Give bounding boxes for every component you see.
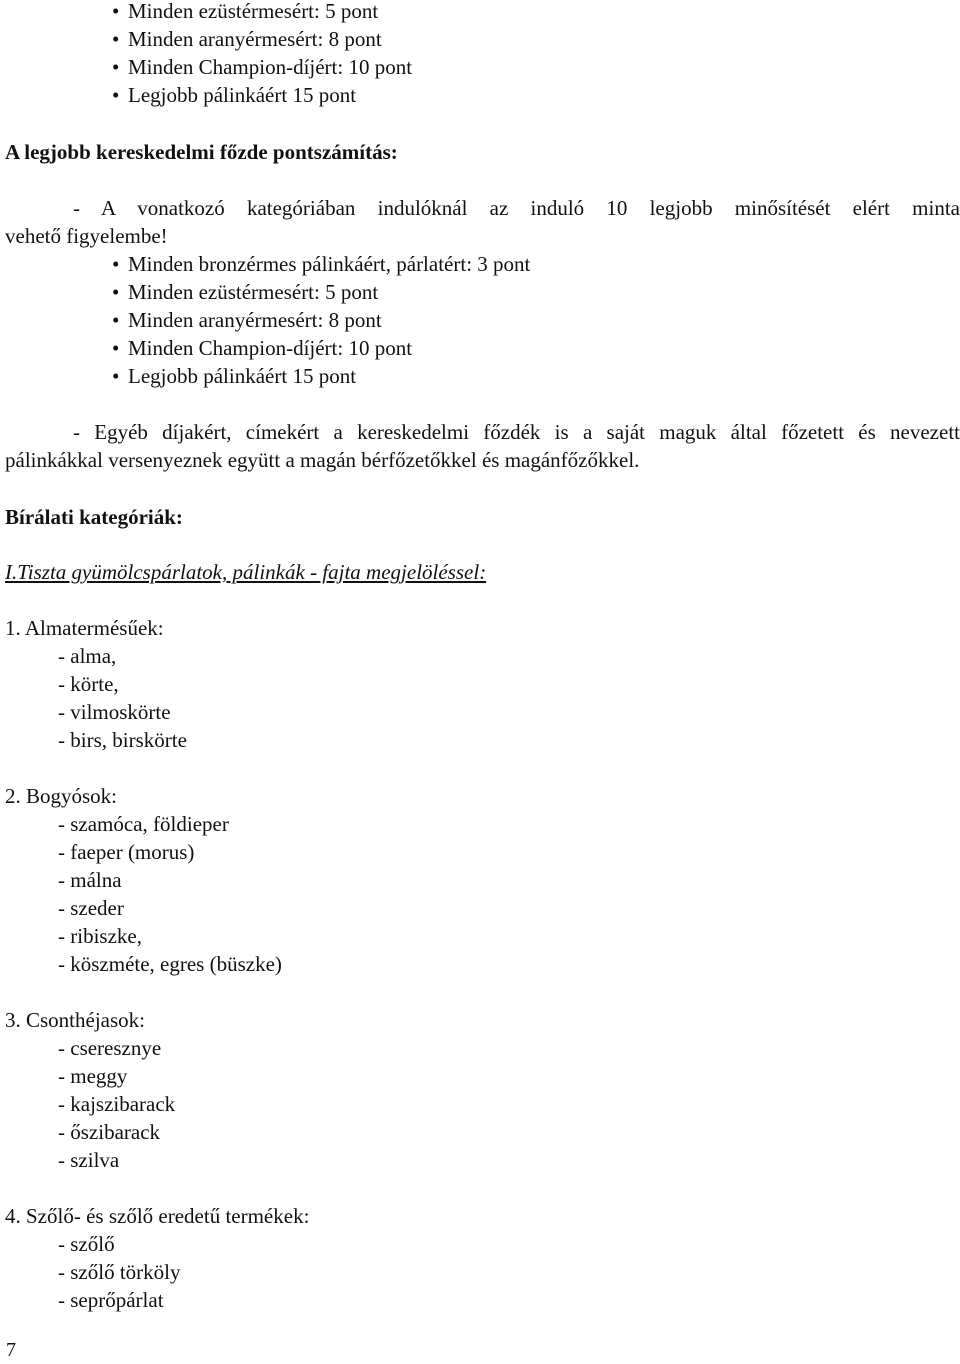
bullet-icon: • [112, 280, 120, 304]
list-item: - szőlő törköly [58, 1260, 181, 1284]
list-item: - szilva [58, 1148, 120, 1172]
score-item: • Minden Champion-díjért: 10 pont [112, 55, 413, 79]
score-item: • Minden Champion-díjért: 10 pont [112, 336, 413, 360]
score-item: • Minden aranyérmesért: 8 pont [112, 308, 382, 332]
list-item: - ribiszke, [58, 924, 142, 948]
other-prizes-note-continued: pálinkákkal versenyeznek együtt a magán bérfőzetőkkel és magánfőzőkkel. [5, 448, 640, 472]
commercial-heading: A legjobb kereskedelmi főzde pontszámítás: [5, 140, 398, 164]
list-item: - körte, [58, 672, 119, 696]
list-item: - szőlő [58, 1232, 115, 1256]
score-item: • Legjobb pálinkáért 15 pont [112, 364, 357, 388]
page-number: 7 [6, 1339, 16, 1361]
bullet-icon: • [112, 27, 120, 51]
group-title: 4. Szőlő- és szőlő eredetű termékek: [5, 1204, 310, 1228]
list-item: - meggy [58, 1064, 128, 1088]
list-item: - cseresznye [58, 1036, 162, 1060]
category-title: I.Tiszta gyümölcspárlatok, pálinkák - fajta megjelöléssel: [5, 560, 487, 584]
other-prizes-note: - Egyéb díjakért, címekért a kereskedelmi főzdék is a saját maguk által főzetett és nevezett [73, 420, 960, 444]
list-item: - szeder [58, 896, 124, 920]
bullet-icon: • [112, 364, 120, 388]
bullet-icon: • [112, 308, 120, 332]
list-item: - faeper (morus) [58, 840, 195, 864]
group-title: 3. Csonthéjasok: [5, 1008, 145, 1032]
bullet-icon: • [112, 0, 120, 23]
score-item: • Minden ezüstérmesért: 5 pont [112, 0, 378, 25]
group-title: 1. Almatermésűek: [5, 616, 164, 640]
list-item: - vilmoskörte [58, 700, 171, 724]
score-item: • Minden ezüstérmesért: 5 pont [112, 280, 379, 304]
bullet-icon: • [112, 83, 120, 107]
list-item: - alma, [58, 644, 117, 668]
list-item: - málna [58, 868, 122, 892]
list-item: - köszméte, egres (büszke) [58, 952, 282, 976]
list-item: - birs, birskörte [58, 728, 187, 752]
score-item: • Minden bronzérmes pálinkáért, párlatért: 3 pont [112, 252, 531, 276]
score-item: • Legjobb pálinkáért 15 pont [112, 83, 357, 107]
list-item: - szamóca, földieper [58, 812, 229, 836]
score-item: • Minden aranyérmesért: 8 pont [112, 27, 382, 51]
bullet-icon: • [112, 336, 120, 360]
list-item: - seprőpárlat [58, 1288, 164, 1312]
commercial-note: - A vonatkozó kategóriában indulóknál az induló 10 legjobb minősítését elért minta [73, 196, 960, 220]
list-item: - kajszibarack [58, 1092, 176, 1116]
bullet-icon: • [112, 252, 120, 276]
bullet-icon: • [112, 55, 120, 79]
list-item: - őszibarack [58, 1120, 161, 1144]
commercial-note-continued: vehető figyelembe! [5, 224, 168, 248]
group-title: 2. Bogyósok: [5, 784, 118, 808]
categories-heading: Bírálati kategóriák: [5, 505, 183, 529]
